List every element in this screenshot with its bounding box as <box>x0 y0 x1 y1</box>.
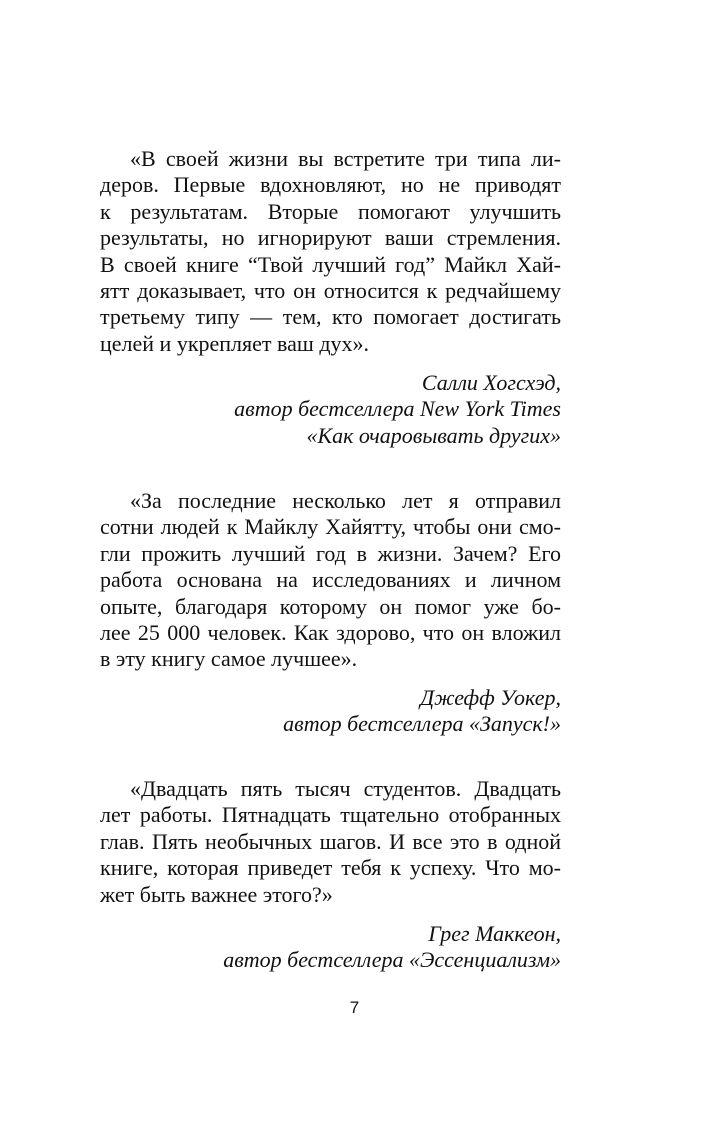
quote-line: ятт доказывает, что он относится к редчайшему <box>100 278 561 304</box>
quote-line: лет работы. Пятнадцать тщательно отобранных <box>100 802 561 828</box>
quote-line: к результатам. Вторые помогают улучшить <box>100 198 561 224</box>
attribution-author: Джефф Уокер, <box>420 685 561 710</box>
attribution-credit: автор бестселлера «Эссенциализм» <box>223 947 561 973</box>
quote-line: жет быть важнее этого?» <box>100 881 333 907</box>
attribution-credit: автор бестселлера New York Times <box>234 396 561 422</box>
quote-line: третьему типу — тем, кто помогает достигать <box>100 304 561 330</box>
testimonial-1-quote <box>100 146 561 357</box>
quote-line: глав. Пять необычных шагов. И все это в одной <box>100 828 561 854</box>
quote-line: гли прожить лучший год в жизни. Зачем? Его <box>100 540 561 566</box>
quote-line: «За последние несколько лет я отправил <box>130 488 561 513</box>
testimonial-1-attribution <box>141 370 561 449</box>
quote-line: «Двадцать пять тысяч студентов. Двадцать <box>130 776 561 801</box>
attribution-credit: автор бестселлера «Запуск!» <box>283 711 561 737</box>
quote-line: результаты, но игнорируют ваши стремления. <box>100 225 561 251</box>
quote-line: В своей книге “Твой лучший год” Майкл Хай- <box>100 251 561 277</box>
quote-line: работа основана на исследованиях и личном <box>100 567 561 593</box>
quote-line: книге, которая приведет тебя к успеху. Что мо- <box>100 855 561 881</box>
quote-line: сотни людей к Майклу Хайятту, чтобы они смо- <box>100 514 561 540</box>
quote-line: в эту книгу самое лучшее». <box>100 646 358 672</box>
testimonial-2-attribution <box>141 685 561 738</box>
quote-line: «В своей жизни вы встретите три типа ли- <box>130 146 561 171</box>
attribution-author: Салли Хогсхэд, <box>421 370 561 395</box>
attribution-author: Грег Маккеон, <box>428 921 561 946</box>
page-number: 7 <box>349 998 360 1017</box>
quote-line: опыте, благодаря которому он помог уже бо- <box>100 593 561 619</box>
testimonial-3-attribution <box>141 921 561 974</box>
quote-line: целей и укрепляет ваш дух». <box>100 330 370 356</box>
testimonial-2-quote <box>100 488 561 673</box>
testimonial-3-quote <box>100 776 561 908</box>
attribution-credit: «Как очаровывать других» <box>306 422 561 448</box>
quote-line: лее 25 000 человек. Как здорово, что он вложил <box>100 620 561 646</box>
quote-line: деров. Первые вдохновляют, но не приводят <box>100 172 561 198</box>
